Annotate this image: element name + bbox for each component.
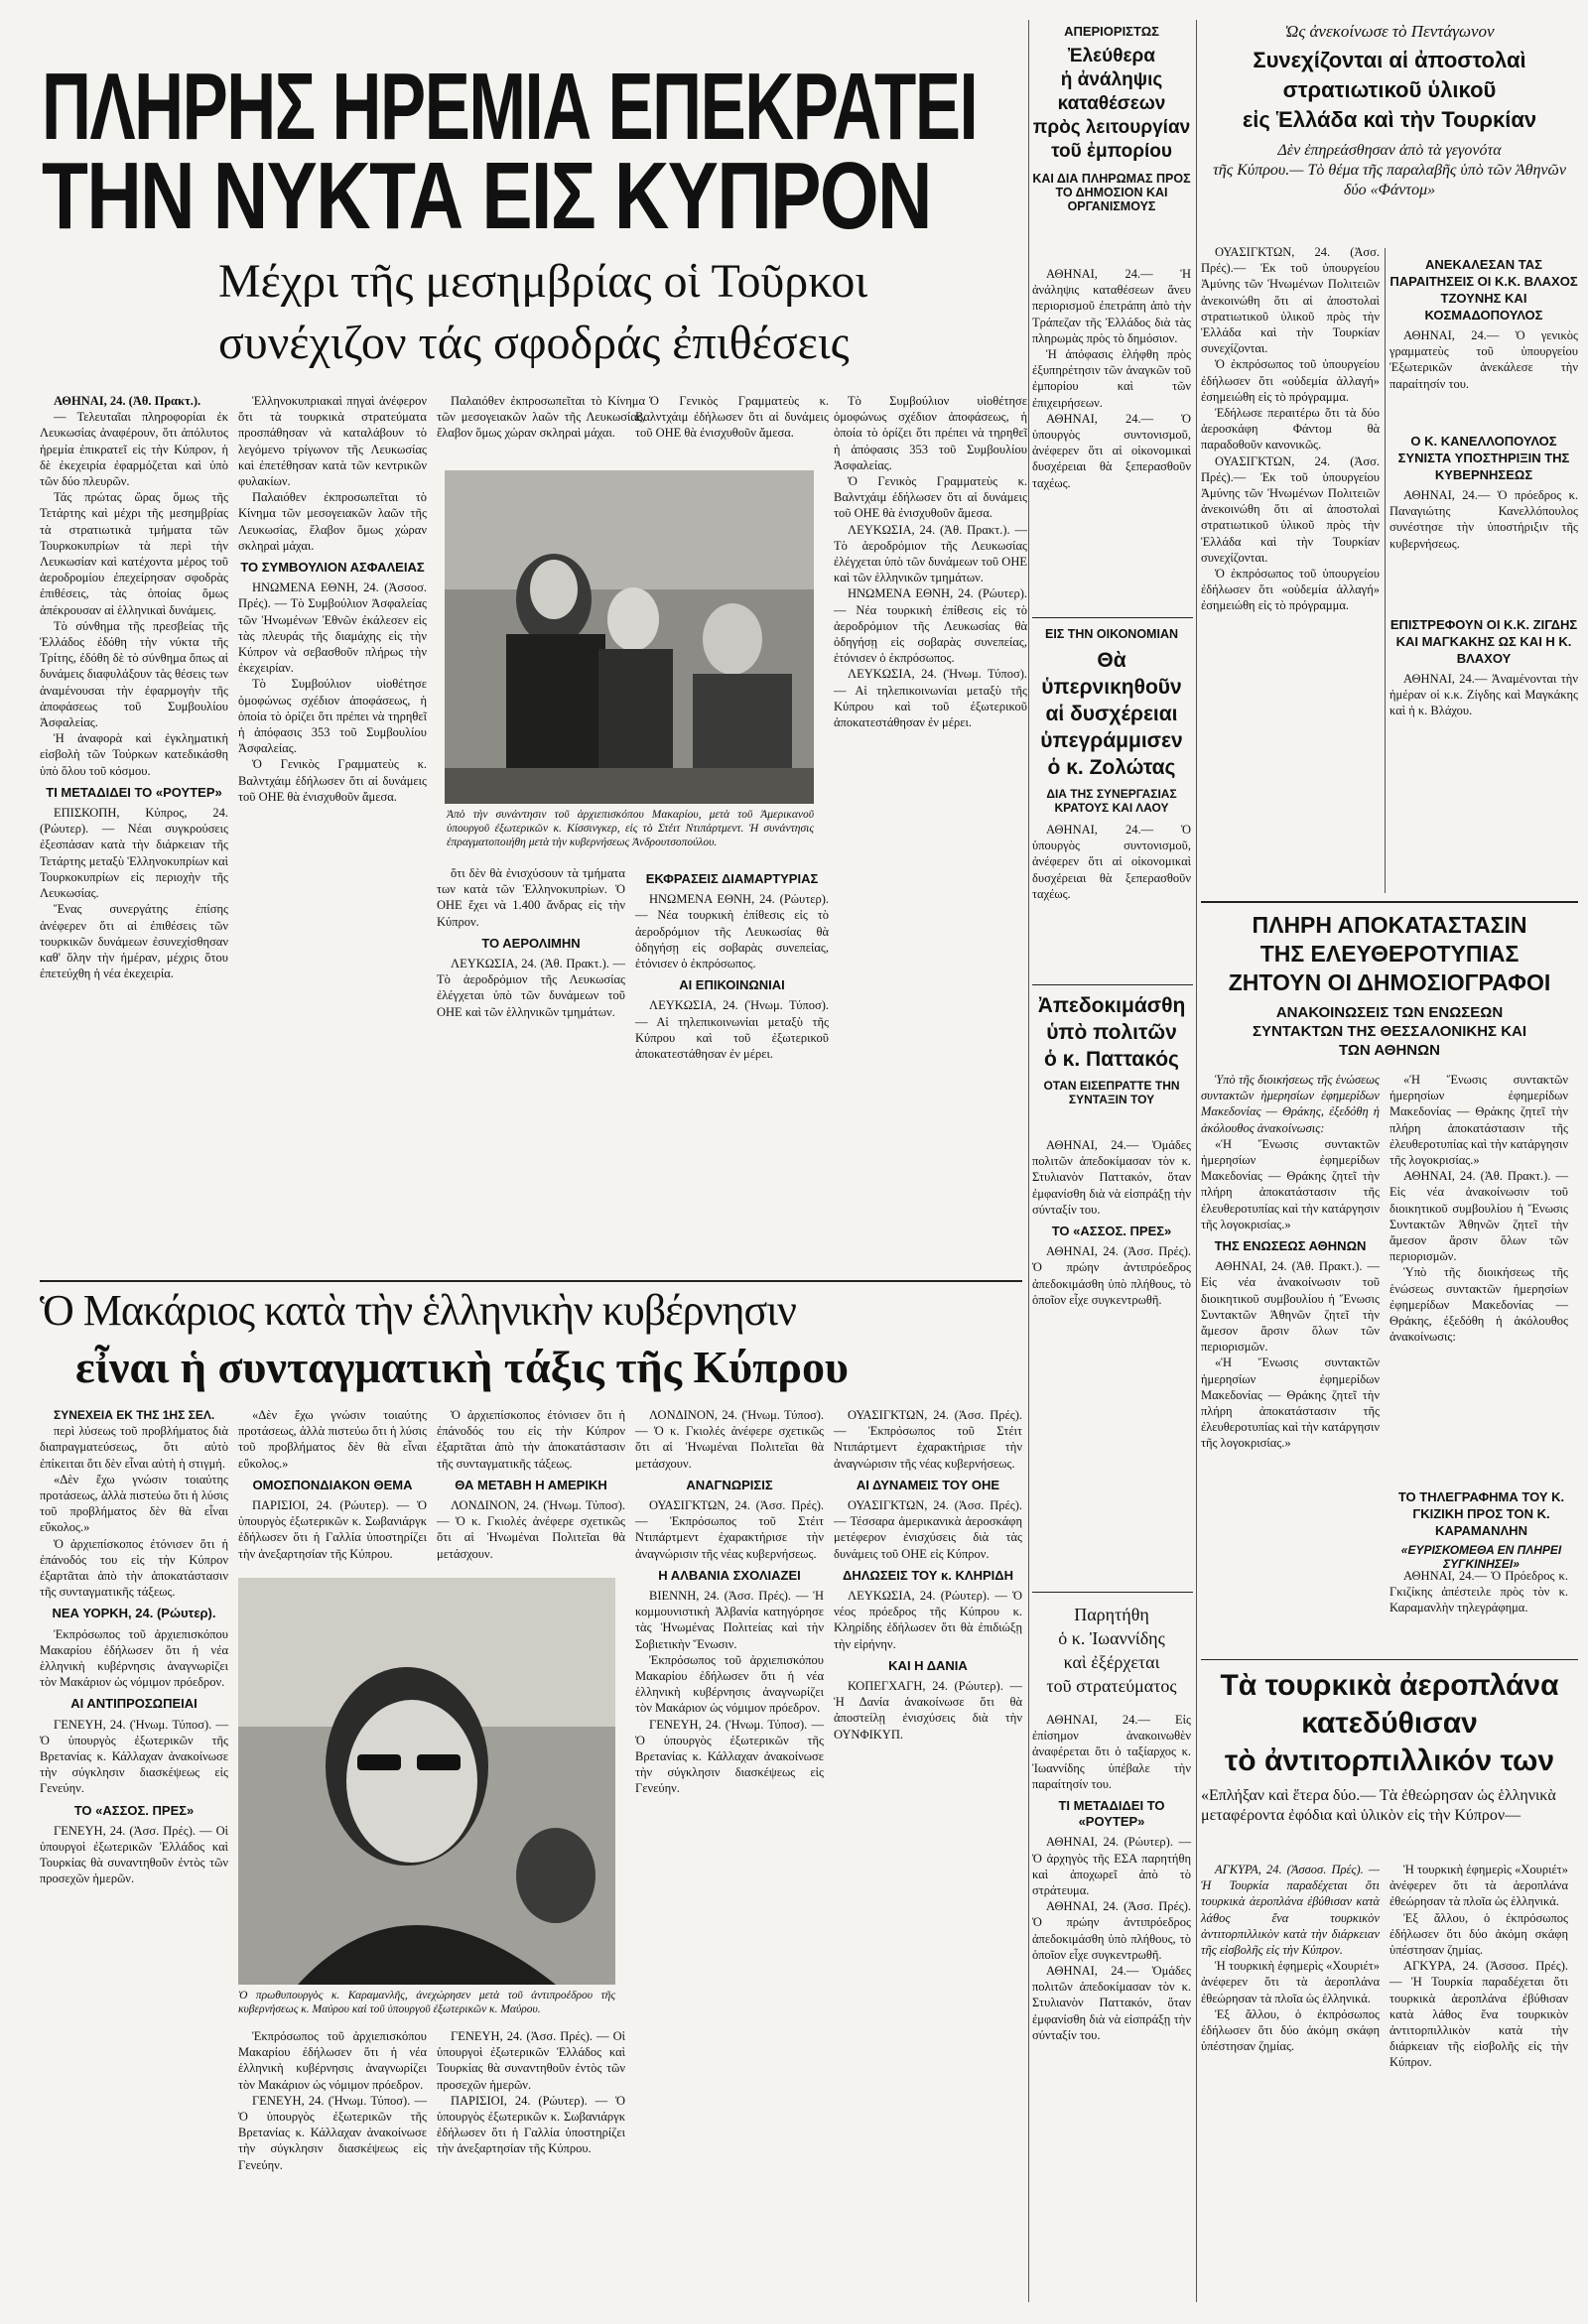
gizikis-paragraph: ΑΘΗΝΑΙ, 24.— Ὁ Πρόεδρος κ. Γκιζίκης ἀπέστειλε πρὸς τὸν κ. Καραμανλὴν τηλεγράφημα. (1390, 1569, 1568, 1615)
col4-zolotas-line: ὁ κ. Ζολώτας (1047, 756, 1176, 779)
gizikis-body (1390, 1568, 1568, 1657)
lower-paragraph: ΚΟΠΕΓΧΑΓΗ, 24. (Ρώυτερ). — Ἡ Δανία ἀνακοίνωσε ὅτι θὰ ἀποστείλῃ ἐνισχύσεις διὰ τὴν ΟΥΝΦΙΚΥΠ. (834, 1679, 1022, 1742)
center-paragraph: ΗΝΩΜΕΝΑ ΕΘΝΗ, 24. (Ἀσσοσ. Πρές). — Τὸ Συμβούλιον Ἀσφαλείας τῶν Ἡνωμένων Ἐθνῶν ἐκάλεσεν εἰς τὰς πλευράς τῆς διαμάχης εἰς τὴν Κύπρον νὰ σεβασθοῦν πλήρως τὴν ἐκεχειρίαν. (238, 581, 427, 676)
rule-planes (1201, 1659, 1578, 1660)
col4-block (1032, 24, 1191, 213)
center-article-column-e (635, 865, 829, 1276)
planes-body-a (1201, 1862, 1380, 2298)
side-headline-kanellopoulos: Ο Κ. ΚΑΝΕΛΛΟΠΟΥΛΟΣ ΣΥΝΙΣΤΑ ΥΠΟΣΤΗΡΙΞΙΝ ΤΗΣ ΚΥΒΕΡΝΗΣΕΩΣ (1397, 434, 1570, 482)
press-paragraph: Ὑπὸ τῆς διοικήσεως τῆς ἑνώσεως συντακτῶν ἡμερησίων ἐφημερίδων Μακεδονίας — Θράκης, ἐξεδόθη ἡ ἀκόλουθος ἀνακοίνωσις: (1390, 1265, 1568, 1345)
col4-subheading: ΤΟ «ΑΣΣΟΣ. ΠΡΕΣ» (1051, 1224, 1172, 1239)
center-subheading: ΤΟ ΣΥΜΒΟΥΛΙΟΝ ΑΣΦΑΛΕΙΑΣ (240, 560, 425, 576)
lower-paragraph: ΓΕΝΕΥΗ, 24. (Ἡνωμ. Τύποσ). — Ὁ ὑπουργὸς ἐξωτερικῶν τῆς Βρετανίας κ. Κάλλαχαν ἀνακοίνωσε τὴν σύγκλησιν διασκέψεως εἰς Γενεύην. (238, 2093, 427, 2172)
lower-subheading: ΟΜΟΣΠΟΝΔΙΑΚΟΝ ΘΕΜΑ (252, 1477, 413, 1492)
col4-zolotas-line: αἱ δυσχέρειαι (1045, 703, 1178, 725)
lower-column-2 (238, 1407, 427, 1561)
center-paragraph: Ὁ Γενικὸς Γραμματεὺς κ. Βαλντχάιμ ἐδήλωσεν ὅτι αἱ δυνάμεις τοῦ ΟΗΕ θὰ ἐνισχυθοῦν ἄμεσα. (238, 757, 427, 804)
planes-paragraph: Ἡ τουρκικὴ ἐφημερὶς «Χουριέτ» ἀνέφερεν ὅτι τὰ ἀεροπλάνα ἐθεώρησαν τὰ πλοῖα ὡς ἑλληνικά. (1201, 1959, 1380, 2005)
lower-paragraph: ΟΥΑΣΙΓΚΤΩΝ, 24. (Ἀσσ. Πρές). — Τέσσαρα ἀμερικανικὰ ἀεροσκάφη μετέφερον ἐνισχύσεις διὰ τὰς δυνάμεις τοῦ ΟΗΕ εἰς Κύπρον. (834, 1498, 1022, 1561)
press-block (1201, 911, 1578, 1060)
main-headline-line2: ΤΗΝ ΝΥΚΤΑ ΕΙΣ ΚΥΠΡΟΝ (42, 143, 931, 249)
lower-paragraph: περὶ λύσεως τοῦ προβλήματος διὰ διαπραγματεύσεως, ὅτι αὐτὸ ἐπίκειται ὅτι δὲν εἶναι αὐτὴ ἡ στιγμή. (40, 1424, 228, 1471)
lower-paragraph: Ἐκπρόσωπος τοῦ ἀρχιεπισκόπου Μακαρίου ἐδήλωσεν ὅτι ἡ νέα ἑλληνικὴ κυβέρνησις ἀναγνωρίζει τὸν Μακάριον ὡς νόμιμον πρόεδρον. (238, 2029, 427, 2092)
press-paragraph: «Ἡ Ἕνωσις συντακτῶν ἡμερησίων ἐφημερίδων Μακεδονίας — Θράκης ζητεῖ τὴν πλήρη ἀποκατάστασιν τῆς ἐλευθεροτυπίας καὶ τὴν κατάργησιν τῆς λογοκρισίας.» (1201, 1356, 1380, 1451)
center-paragraph: ΗΝΩΜΕΝΑ ΕΘΝΗ, 24. (Ρώυτερ). — Νέα τουρκικὴ ἐπίθεσις εἰς τὸ ἀεροδρόμιον τῆς Λευκωσίας θὰ ὀδηγήσῃ εἰς σοβαρὰς συνεπείας, ἐτόνισεν ὁ ἐκπρόσωπος. (834, 586, 1027, 666)
center-subheading-protest: ΕΚΦΡΑΣΕΙΣ ΔΙΑΜΑΡΤΥΡΙΑΣ (645, 871, 819, 886)
side-paragraph: ΑΘΗΝΑΙ, 24.— Ὁ πρόεδρος κ. Παναγιώτης Κανελλόπουλος συνέστησε τὴν ὑποστήριξιν τῆς κυβερνήσεως. (1390, 488, 1578, 551)
pentagon-block (1201, 22, 1578, 200)
lower-paragraph: Ὁ ἀρχιεπίσκοπος ἐτόνισεν ὅτι ἡ ἐπάνοδός του εἰς τὴν Κύπρον ἐξαρτᾶται ἀπὸ τὴν ἀποκατάστασιν τῆς συνταγματικῆς τάξεως. (437, 1408, 625, 1471)
pentagon-paragraph: Ὁ ἐκπρόσωπος τοῦ ὑπουργείου ἐδήλωσεν ὅτι «οὐδεμία ἀλλαγή» ἐσημειώθη εἰς τὸ πρόγραμμα. (1201, 357, 1380, 404)
pentagon-paragraph: Ἐδήλωσε περαιτέρω ὅτι τὰ δύο ἀεροσκάφη Φάντομ θὰ παραδοθοῦν κανονικῶς. (1201, 406, 1380, 452)
lower-subheading: ΘΑ ΜΕΤΑΒΗ Η ΑΜΕΡΙΚΗ (455, 1477, 607, 1492)
col4-tag: ΑΠΕΡΙΟΡΙΣΤΩΣ (1064, 24, 1159, 39)
center-paragraph: Ὁ Γενικὸς Γραμματεὺς κ. Βαλντχάιμ ἐδήλωσεν ὅτι αἱ δυνάμεις τοῦ ΟΗΕ θὰ ἐνισχυθοῦν ἄμεσα. (635, 394, 829, 441)
lower-subheading: Η ΑΛΒΑΝΙΑ ΣΧΟΛΙΑΖΕΙ (658, 1567, 801, 1583)
planes-headline-line: τὸ ἀντιτορπιλλικόν των (1224, 1744, 1555, 1777)
col4-ioannidis-line: ὁ κ. Ἰωαννίδης (1058, 1628, 1165, 1648)
lower-paragraph: «Δὲν ἔχω γνώσιν τοιαύτης προτάσεως, ἀλλὰ πιστεύω ὅτι ἡ λύσις τοῦ προβλήματος δὲν θὰ εἶναι εὔκολος.» (40, 1472, 228, 1535)
press-headline-line: ΤΗΣ ΕΛΕΥΘΕΡΟΤΥΠΙΑΣ (1259, 941, 1520, 967)
pentagon-side-column (1390, 256, 1578, 730)
side-paragraph: ΑΘΗΝΑΙ, 24.— Ἀναμένονται τὴν ἡμέραν οἱ κ.κ. Ζίγδης καὶ Μαγκάκης καὶ ἡ κ. Βλάχου. (1390, 672, 1578, 718)
side-headline-resignations: ΑΝΕΚΑΛΕΣΑΝ ΤΑΣ ΠΑΡΑΙΤΗΣΕΙΣ ΟΙ Κ.Κ. ΒΛΑΧΟΣ ΤΖΟΥΝΗΣ ΚΑΙ ΚΟΣΜΑΔΟΠΟΥΛΟΣ (1390, 257, 1578, 323)
lead-article-column (40, 393, 228, 1276)
press-headline-line: ΖΗΤΟΥΝ ΟΙ ΔΗΜΟΣΙΟΓΡΑΦΟΙ (1228, 969, 1551, 995)
pentagon-headline-line: εἰς Ἑλλάδα καὶ τὴν Τουρκίαν (1242, 107, 1537, 132)
pentagon-headline (1201, 46, 1578, 135)
col4-paragraph: ΑΘΗΝΑΙ, 24. (Ἀσσ. Πρές). Ὁ πρώην ἀντιπρόεδρος ἀπεδοκιμάσθη ὑπὸ πλήθους, τὸ ὁποῖον εἶχε συγκεντρωθῆ. (1032, 1899, 1191, 1962)
rule-press (1201, 901, 1578, 903)
lower-paragraph: ΟΥΑΣΙΓΚΤΩΝ, 24. (Ἀσσ. Πρές). — Ἐκπρόσωπος τοῦ Στέιτ Ντιπάρτμεντ ἐχαρακτήρισε τὴν ἀναγνώρισιν τῆς νέας κυβερνήσεως. (635, 1498, 824, 1561)
lower-paragraph: ΠΑΡΙΣΙΟΙ, 24. (Ρώυτερ). — Ὁ ὑπουργὸς ἐξωτερικῶν κ. Σωβανιάργκ ἐδήλωσεν ὅτι ἡ Γαλλία ὑποστηρίζει τὴν ἀνεξαρτησίαν τῆς Κύπρου. (437, 2093, 625, 2156)
lead-subheading-reuter: ΤΙ ΜΕΤΑΔΙΔΕΙ ΤΟ «ΡΟΥΤΕΡ» (46, 784, 222, 800)
col4-subheading: ΤΙ ΜΕΤΑΔΙΔΕΙ ΤΟ «ΡΟΥΤΕΡ» (1058, 1798, 1165, 1830)
col4-paragraph: ΑΘΗΝΑΙ, 24. (Ἀσσ. Πρές). Ὁ πρώην ἀντιπρόεδρος ἀπεδοκιμάσθη ὑπὸ πλήθους, τὸ ὁποῖον εἶχε συγκεντρωθῆ. (1032, 1244, 1191, 1307)
col4-ioannidis-headline (1032, 1603, 1191, 1698)
pentagon-deck-line: τῆς Κύπρου.— Τὸ θέμα τῆς παραλαβῆς ὑπὸ τῶν Ἀθηνῶν δύο «Φάντομ» (1213, 162, 1566, 198)
lower-column-4 (635, 1407, 824, 2300)
lead-paragraph: Ἡ ἀναφορὰ καὶ ἐγκληματικὴ εἰσβολὴ τῶν Τούρκων κατεδικάσθη ὑπὸ ὅλου τοῦ κόσμου. (40, 731, 228, 778)
col4-zolotas-line: ὑπεγράμμισεν (1040, 729, 1183, 752)
center-paragraph: Τὸ Συμβούλιον υἱοθέτησε ὁμοφώνως σχέδιον ἀποφάσεως, ἡ ὁποία τὸ ὁρίζει ὅτι πρέπει νὰ τηρηθεῖ ἡ ἀπόφασις 353 τοῦ Συμβουλίου Ἀσφαλείας. (238, 677, 427, 756)
col4-body-b (1032, 822, 1191, 980)
col4-body-a (1032, 266, 1191, 613)
lower-subheading: ΝΕΑ ΥΟΡΚΗ, 24. (Ρώυτερ). (52, 1606, 216, 1621)
planes-paragraph: ΑΓΚΥΡΑ, 24. (Ἀσσοσ. Πρές). — Ἡ Τουρκία παραδέχεται ὅτι τουρκικὰ ἀεροπλάνα ἐβύθισαν κατὰ λάθος ἕνα τουρκικὸν ἀντιτορπιλλικὸν κατὰ τὴν διάρκειαν τῆς εἰσβολῆς εἰς τὴν Κύπρον. (1201, 1863, 1380, 1958)
col4-deck: ΚΑΙ ΔΙΑ ΠΛΗΡΩΜΑΣ ΠΡΟΣ ΤΟ ΔΗΜΟΣΙΟΝ ΚΑΙ ΟΡΓΑΝΙΣΜΟΥΣ (1032, 172, 1191, 213)
lead-dateline: ΑΘΗΝΑΙ, 24. (Ἀθ. Πρακτ.). (54, 394, 201, 408)
planes-paragraph: Ἐξ ἄλλου, ὁ ἐκπρόσωπος ἐδήλωσεν ὅτι δύο ἀκόμη σκάφη ὑπέστησαν ζημίας. (1390, 1910, 1568, 1958)
col4-headline-line: τοῦ ἐμπορίου (1051, 141, 1172, 162)
planes-deck: «Επλήξαν καὶ ἕτερα δύο.— Τὰ ἐθεώρησαν ὡς ἑλληνικὰ μεταφέροντα ἐφόδια καὶ ὑλικὸν εἰς τὴν Κύπρον— (1201, 1787, 1556, 1824)
side-body (1390, 327, 1578, 423)
col4-headline-line: καταθέσεων (1057, 93, 1166, 114)
col4-body-d (1032, 1712, 1191, 2297)
press-paragraph: ΑΘΗΝΑΙ, 24. (Ἀθ. Πρακτ.). — Εἰς νέα ἀνακοίνωσιν τοῦ διοικητικοῦ συμβουλίου ἡ Ἕνωσις Συντακτῶν Ἀθηνῶν ζητεῖ τὴν ἄμεσον ἄρσιν ὅλων τῶν περιορισμῶν. (1201, 1259, 1380, 1355)
col4-pattakos-line: ὁ κ. Παττακός (1044, 1048, 1179, 1071)
side-paragraph: ΑΘΗΝΑΙ, 24.— Ὁ γενικὸς γραμματεὺς τοῦ ὑπουργείου Ἐξωτερικῶν ἀνεκάλεσε τὴν παραίτησίν του. (1390, 328, 1578, 391)
center-paragraph: ΗΝΩΜΕΝΑ ΕΘΝΗ, 24. (Ρώυτερ). — Νέα τουρκικὴ ἐπίθεσις εἰς τὸ ἀεροδρόμιον τῆς Λευκωσίας θὰ ὀδηγήσῃ εἰς σοβαρὰς συνεπείας, ἐτόνισεν ὁ ἐκπρόσωπος. (635, 892, 829, 971)
col4-pattakos-line: ὑπὸ πολιτῶν (1046, 1021, 1177, 1044)
col4-paragraph: ΑΘΗΝΑΙ, 24. (Ρώυτερ). — Ὁ ἀρχηγὸς τῆς ΕΣΑ παρητήθη καὶ ἀποχωρεῖ ἀπὸ τὸ στράτευμα. (1032, 1835, 1191, 1898)
planes-paragraph: Ἐξ ἄλλου, ὁ ἐκπρόσωπος ἐδήλωσεν ὅτι δύο ἀκόμη σκάφη ὑπέστησαν ζημίας. (1201, 2006, 1380, 2054)
press-paragraph: ΑΘΗΝΑΙ, 24. (Ἀθ. Πρακτ.). — Εἰς νέα ἀνακοίνωσιν τοῦ διοικητικοῦ συμβουλίου ἡ Ἕνωσις Συντακτῶν Ἀθηνῶν ζητεῖ τὴν ἄμεσον ἄρσιν ὅλων τῶν περιορισμῶν. (1390, 1169, 1568, 1264)
continuation-note: ΣΥΝΕΧΕΙΑ ΕΚ ΤΗΣ 1ΗΣ ΣΕΛ. (54, 1408, 215, 1422)
center-paragraph: ΛΕΥΚΩΣΙΑ, 24. (Ἡνωμ. Τύποσ). — Αἱ τηλεπικοινωνίαι μεταξὺ τῆς Κύπρου καὶ τοῦ ἐξωτερικοῦ ἀποκατεστάθησαν ἐν μέρει. (834, 667, 1027, 730)
press-deck: ΑΝΑΚΟΙΝΩΣΕΙΣ ΤΩΝ ΕΝΩΣΕΩΝ ΣΥΝΤΑΚΤΩΝ ΤΗΣ ΘΕΣΣΑΛΟΝΙΚΗΣ ΚΑΙ ΤΩΝ ΑΘΗΝΩΝ (1252, 1004, 1527, 1059)
gizikis-quote: «ΕΥΡΙΣΚΟΜΕΘΑ ΕΝ ΠΛΗΡΕΙ ΣΥΓΚΙΝΗΣΕΙ» (1400, 1543, 1562, 1571)
lower-column-3b (437, 2028, 625, 2296)
pentagon-deck (1201, 141, 1578, 200)
col4-zolotas-line: Θὰ ὑπερνικηθοῦν (1041, 649, 1182, 699)
col4-headline (1032, 45, 1191, 164)
col4-headline-line: πρὸς λειτουργίαν (1032, 117, 1191, 138)
planes-headline-line: Τὰ τουρκικὰ ἀεροπλάνα (1220, 1669, 1559, 1702)
col4-paragraph: Ἡ ἀπόφασις ἐλήφθη πρὸς ἐξυπηρέτησιν τῶν ἀναγκῶν τοῦ ἐμπορίου καὶ τῶν ἐπιχειρήσεων. (1032, 347, 1191, 410)
lower-column-2b (238, 2028, 427, 2296)
lower-paragraph: Ἐκπρόσωπος τοῦ ἀρχιεπισκόπου Μακαρίου ἐδήλωσεν ὅτι ἡ νέα ἑλληνικὴ κυβέρνησις ἀναγνωρίζει τὸν Μακάριον ὡς νόμιμον πρόεδρον. (635, 1652, 824, 1716)
center-article-column-a (238, 393, 427, 1276)
lower-paragraph: ΛΕΥΚΩΣΙΑ, 24. (Ρώυτερ). — Ὁ νέος πρόεδρος τῆς Κύπρου κ. Κληρίδης ἐδήλωσεν ὅτι θὰ ἐπιδιώξῃ τὴν εἰρήνην. (834, 1589, 1022, 1651)
planes-headline-line: κατεδύθισαν (1301, 1707, 1478, 1740)
lower-subheading: ΚΑΙ Η ΔΑΝΙΑ (888, 1657, 968, 1673)
gizikis-headline: ΤΟ ΤΗΛΕΓΡΑΦΗΜΑ ΤΟΥ Κ. ΓΚΙΖΙΚΗ ΠΡΟΣ ΤΟΝ Κ. ΚΑΡΑΜΑΝΛΗΝ (1397, 1489, 1565, 1538)
rule-lower (40, 1280, 1022, 1282)
col4-ioannidis-line: καὶ ἐξέρχεται (1063, 1652, 1160, 1672)
col4-zolotas-tag: ΕΙΣ ΤΗΝ ΟΙΚΟΝΟΜΙΑΝ (1044, 627, 1178, 641)
lower-paragraph: ΛΟΝΔΙΝΟΝ, 24. (Ἡνωμ. Τύποσ). — Ὁ κ. Γκιολές ἀνέφερε σχετικῶς ὅτι αἱ Ἡνωμέναι Πολιτεῖαι θὰ μετάσχουν. (635, 1408, 824, 1471)
planes-paragraph: Ἡ τουρκικὴ ἐφημερὶς «Χουριέτ» ἀνέφερεν ὅτι τὰ ἀεροπλάνα ἐθεώρησαν τὰ πλοῖα ὡς ἑλληνικά. (1390, 1863, 1568, 1909)
column-rule (1196, 20, 1197, 2302)
col4-headline-line: Ἐλεύθερα (1068, 46, 1155, 66)
col4-paragraph: ΑΘΗΝΑΙ, 24.— Εἰς ἐπίσημον ἀνακοινωθὲν ἀναφέρεται ὅτι ὁ ταξίαρχος κ. Ἰωαννίδης ὑπέβαλε τὴν παραίτησίν του. (1032, 1713, 1191, 1791)
pentagon-body (1201, 244, 1380, 889)
lead-paragraph: Ἕνας συνεργάτης ἐπίσης ἀνέφερεν ὅτι αἱ ἐπιθέσεις τῶν τουρκικῶν δυνάμεων ἐσυνεχίσθησαν καθ' ὅλην τὴν ἡμέραν, μέχρις ὅτου ἐπετεύχθη ἡ νέα ἐκεχειρία. (40, 902, 228, 981)
lower-paragraph: ΒΙΕΝΝΗ, 24. (Ἀσσ. Πρές). — Ἡ κομμουνιστικὴ Ἀλβανία κατηγόρησε τὰς Ἡνωμένας Πολιτείας καὶ τὴν Σοβιετικὴν Ἕνωσιν. (635, 1589, 824, 1651)
lower-paragraph: Ἐκπρόσωπος τοῦ ἀρχιεπισκόπου Μακαρίου ἐδήλωσεν ὅτι ἡ νέα ἑλληνικὴ κυβέρνησις ἀναγνωρίζει τὸν Μακάριον ὡς νόμιμον πρόεδρον. (40, 1626, 228, 1690)
photo-karamanlis (238, 1578, 615, 1985)
lower-column-1 (40, 1407, 228, 2300)
pentagon-paragraph: ΟΥΑΣΙΓΚΤΩΝ, 24. (Ἀσσ. Πρές).— Ἐκ τοῦ ὑπουργείου Ἀμύνης τῶν Ἡνωμένων Πολιτειῶν ἀνεκοινώθη ὅτι αἱ ἀποστολαὶ στρατιωτικοῦ ὑλικοῦ πρὸς τὴν Ἑλλάδα καὶ τὴν Τουρκίαν συνεχίζονται. (1201, 453, 1380, 565)
pentagon-tag: Ὡς ἀνεκοίνωσε τὸ Πεντάγωνον (1284, 22, 1495, 41)
planes-block (1201, 1667, 1578, 1826)
press-headline-line: ΠΛΗΡΗ ΑΠΟΚΑΤΑΣΤΑΣΙΝ (1252, 912, 1527, 938)
press-paragraph: «Ἡ Ἕνωσις συντακτῶν ἡμερησίων ἐφημερίδων Μακεδονίας — Θράκης ζητεῖ τὴν πλήρη ἀποκατάστασιν τῆς ἐλευθεροτυπίας καὶ τὴν κατάργησιν τῆς λογοκρισίας.» (1390, 1073, 1568, 1168)
lower-paragraph: ΟΥΑΣΙΓΚΤΩΝ, 24. (Ἀσσ. Πρές). — Ἐκπρόσωπος τοῦ Στέιτ Ντιπάρτμεντ ἐχαρακτήρισε τὴν ἀναγνώρισιν τῆς νέας κυβερνήσεως. (834, 1408, 1022, 1471)
planes-paragraph: ΑΓΚΥΡΑ, 24. (Ἀσσοσ. Πρές). — Ἡ Τουρκία παραδέχεται ὅτι τουρκικὰ ἀεροπλάνα ἐβύθισαν κατὰ λάθος ἕνα τουρκικὸν ἀντιτορπιλλικὸν κατὰ τὴν διάρκειαν τῆς εἰσβολῆς εἰς τὴν Κύπρον. (1390, 1959, 1568, 2070)
col4-pattakos-headline (1032, 992, 1191, 1073)
center-article-column-d (635, 393, 829, 468)
pentagon-headline-line: Συνεχίζονται αἱ ἀποστολαὶ (1253, 48, 1526, 72)
main-subheadline-line2: συνέχιζον τάς σφοδράς ἐπιθέσεις (218, 317, 850, 369)
side-body (1390, 671, 1578, 730)
press-body-a (1201, 1072, 1380, 1637)
press-headline (1201, 911, 1578, 997)
lower-paragraph: ΠΑΡΙΣΙΟΙ, 24. (Ρώυτερ). — Ὁ ὑπουργὸς ἐξωτερικῶν κ. Σωβανιάργκ ἐδήλωσεν ὅτι ἡ Γαλλία ὑποστηρίζει τὴν ἀνεξαρτησίαν τῆς Κύπρου. (238, 1498, 427, 1561)
center-paragraph: ΛΕΥΚΩΣΙΑ, 24. (Ἀθ. Πρακτ.). — Τὸ ἀεροδρόμιον τῆς Λευκωσίας ἐλέγχεται ὑπὸ τῶν δυνάμεων τοῦ ΟΗΕ καὶ τῶν ἑλληνικῶν τμημάτων. (834, 522, 1027, 585)
col4-zolotas-block (1032, 627, 1191, 815)
pentagon-deck-line: Δὲν ἐπηρεάσθησαν ἀπὸ τὰ γεγονότα (1277, 142, 1502, 159)
col4-body-c (1032, 1137, 1191, 1584)
lower-column-5 (834, 1407, 1022, 2300)
col4-paragraph: ΑΘΗΝΑΙ, 24.— Ἡ ἀνάληψις καταθέσεων ἄνευ περιορισμοῦ ἐπετράπη ἀπὸ τὴν Τράπεζαν τῆς Ἑλλάδος διὰ τὰς πληρωμὰς πρὸς τὸ δημόσιον. (1032, 267, 1191, 345)
col4-pattakos-block (1032, 992, 1191, 1106)
lead-paragraph: ΕΠΙΣΚΟΠΗ, Κύπρος, 24. (Ρώυτερ). — Νέαι συγκρούσεις ἐξεσπάσαν κατὰ τὴν διάρκειαν τῆς Τετάρτης μεταξὺ Ἑλληνοκυπρίων καὶ Τουρκοκυπρίων εἰς περιοχὴν τῆς Λευκωσίας. (40, 806, 228, 901)
col4-pattakos-deck: ΟΤΑΝ ΕΙΣΕΠΡΑΤΤΕ ΤΗΝ ΣΥΝΤΑΞΙΝ ΤΟΥ (1043, 1079, 1180, 1106)
rule-col4 (1032, 1592, 1193, 1593)
lower-subheading: ΑΙ ΑΝΤΙΠΡΟΣΩΠΕΙΑΙ (70, 1696, 198, 1712)
col4-pattakos-line: Ἀπεδοκιμάσθη (1037, 994, 1186, 1017)
side-headline-return: ΕΠΙΣΤΡΕΦΟΥΝ ΟΙ Κ.Κ. ΖΙΓΔΗΣ ΚΑΙ ΜΑΓΚΑΚΗΣ ΩΣ ΚΑΙ Η Κ. ΒΛΑΧΟΥ (1390, 617, 1578, 666)
lower-subheading: ΑΝΑΓΝΩΡΙΣΙΣ (686, 1477, 773, 1492)
pentagon-headline-line: στρατιωτικοῦ ὑλικοῦ (1282, 77, 1497, 102)
rule-col4 (1032, 984, 1193, 985)
press-paragraph: «Ἡ Ἕνωσις συντακτῶν ἡμερησίων ἐφημερίδων Μακεδονίας — Θράκης ζητεῖ τὴν πλήρη ἀποκατάστασιν τῆς ἐλευθεροτυπίας καὶ τὴν κατάργησιν τῆς λογοκρισίας.» (1201, 1136, 1380, 1231)
lead-paragraph: Τάς πρώτας ὥρας ὅμως τῆς Τετάρτης καὶ μέχρι τῆς μεσημβρίας τὰ στρατιωτικὰ τμήματα τῶν Τουρκοκυπρίων τὰ περὶ τὴν Λευκωσίαν καὶ κατέχοντα μέρος τοῦ ἀεροδρομίου ἐπεχείρησαν σφοδρὰς ἐπιθέσεις, τὰς ὁποίας ὅμως ἀπέκρουσαν αἱ ἑλληνικαὶ δυνάμεις. (40, 490, 228, 617)
pentagon-paragraph: Ὁ ἐκπρόσωπος τοῦ ὑπουργείου ἐδήλωσεν ὅτι «οὐδεμία ἀλλαγή» ἐσημειώθη εἰς τὸ πρόγραμμα. (1201, 567, 1380, 613)
col4-paragraph: ΑΘΗΝΑΙ, 24.— Ὁ ὑπουργὸς συντονισμοῦ, ἀνέφερεν ὅτι αἱ οἰκονομικαὶ δυσχέρειαι θὰ ξεπερασθοῦν ταχέως. (1032, 823, 1191, 901)
center-paragraph: Τὸ Συμβούλιον υἱοθέτησε ὁμοφώνως σχέδιον ἀποφάσεως, ἡ ὁποία τὸ ὁρίζει ὅτι πρέπει νὰ τηρηθεῖ ἡ ἀπόφασις 353 τοῦ Συμβουλίου Ἀσφαλείας. (834, 394, 1027, 472)
lower-subheading: ΔΗΛΩΣΕΙΣ ΤΟΥ κ. ΚΛΗΡΙΔΗ (843, 1567, 1013, 1583)
col4-ioannidis-line: τοῦ στρατεύματος (1046, 1676, 1177, 1696)
lower-paragraph: ΛΟΝΔΙΝΟΝ, 24. (Ἡνωμ. Τύποσ). — Ὁ κ. Γκιολές ἀνέφερε σχετικῶς ὅτι αἱ Ἡνωμέναι Πολιτεῖαι θὰ μετάσχουν. (437, 1498, 625, 1561)
center-paragraph: ὅτι δὲν θὰ ἐνισχύσουν τὰ τμήματα των κατὰ τῶν Ἑλληνοκυπρίων. Ὁ ΟΗΕ ἔχει νὰ 1.400 ἄνδρας εἰς τὴν Κύπρον. (437, 866, 625, 929)
center-paragraph: Παλαιόθεν ἐκπροσωπεῖται τὸ Κίνημα τῶν μεσογειακῶν λαῶν τῆς Λευκωσίας, ἔλαβον ὅμως χώραν σκληραὶ μάχαι. (238, 490, 427, 553)
col4-zolotas-deck: ΔΙΑ ΤΗΣ ΣΥΝΕΡΓΑΣΙΑΣ ΚΡΑΤΟΥΣ ΚΑΙ ΛΑΟΥ (1046, 787, 1177, 815)
photo-caption-karamanlis: Ὁ πρωθυπουργὸς κ. Καραμανλῆς, ἀνεχώρησεν μετὰ τοῦ ἀντιπροέδρου τῆς κυβερνήσεως κ. Μαύρου καὶ τοῦ ὑπουργοῦ ἐξωτερικῶν κ. Μαύρου. (238, 1990, 615, 2015)
press-subheading: ΤΗΣ ΕΝΩΣΕΩΣ ΑΘΗΝΩΝ (1214, 1238, 1367, 1254)
photo-makarios-kissinger-image (445, 470, 814, 804)
press-body-b (1390, 1072, 1568, 1479)
col4-headline-line: ἡ ἀνάληψις (1060, 69, 1163, 90)
lower-subheading: ΤΟ «ΑΣΣΟΣ. ΠΡΕΣ» (73, 1802, 195, 1818)
column-rule (1028, 20, 1029, 2302)
lead-paragraph: — Τελευταῖαι πληροφορίαι ἐκ Λευκωσίας ἀναφέρουν, ὅτι ἀπόλυτος ἠρεμία ἐπικρατεῖ εἰς τὴν Κύπρον, ἡ δὲ ἐκεχειρία ἐφαρμόζεται καὶ ὑπὸ τῶν δύο πλευρῶν. (40, 410, 228, 489)
photo-makarios-kissinger (445, 470, 814, 804)
lower-paragraph: Ὁ ἀρχιεπίσκοπος ἐτόνισεν ὅτι ἡ ἐπάνοδός του εἰς τὴν Κύπρον ἐξαρτᾶται ἀπὸ τὴν ἀποκατάστασιν τῆς συνταγματικῆς τάξεως. (40, 1536, 228, 1600)
lower-paragraph: ΓΕΝΕΥΗ, 24. (Ἡνωμ. Τύποσ). — Ὁ ὑπουργὸς ἐξωτερικῶν τῆς Βρετανίας κ. Κάλλαχαν ἀνακοίνωσε τὴν σύγκλησιν διασκέψεως εἰς Γενεύην. (40, 1717, 228, 1796)
lower-paragraph: «Δὲν ἔχω γνώσιν τοιαύτης προτάσεως, ἀλλὰ πιστεύω ὅτι ἡ λύσις τοῦ προβλήματος δὲν θὰ εἶναι εὔκολος.» (238, 1408, 427, 1471)
gizikis-block (1390, 1488, 1573, 1571)
center-article-column-f (834, 393, 1027, 1276)
lower-headline-line1: Ὁ Μακάριος κατὰ τὴν ἑλληνικὴν κυβέρνησιν (40, 1286, 796, 1335)
col4-paragraph: ΑΘΗΝΑΙ, 24.— Ὁμάδες πολιτῶν ἀπεδοκίμασαν τὸν κ. Στυλιανὸν Παττακόν, ὅταν ἐμφανίσθη διὰ νὰ εἰσπράξῃ τὴν σύνταξίν του. (1032, 1138, 1191, 1217)
column-rule (1385, 248, 1386, 893)
rule-col4 (1032, 617, 1193, 618)
photo-karamanlis-image (238, 1578, 615, 1985)
center-paragraph: ΛΕΥΚΩΣΙΑ, 24. (Ἀθ. Πρακτ.). — Τὸ ἀεροδρόμιον τῆς Λευκωσίας ἐλέγχεται ὑπὸ τῶν δυνάμεων τοῦ ΟΗΕ καὶ τῶν ἑλληνικῶν τμημάτων. (437, 957, 625, 1019)
center-paragraph: Ἑλληνοκυπριακαὶ πηγαὶ ἀνέφερον ὅτι τὰ τουρκικὰ στρατεύματα προσπάθησαν νὰ καταλάβουν τὸ λεγόμενο τρίγωνον τῆς Λευκωσίας καὶ ἐπετέθησαν κατὰ τῶν κεντρικῶν φυλακίων. (238, 394, 427, 489)
lead-paragraph: Τὸ σύνθημα τῆς πρεσβείας τῆς Ἑλλάδος ἐδόθη τὴν νύκτα τῆς Τρίτης, ἐδόθη δὲ τὸ σύνθημα ὅπως αἱ δυνάμεις διαφυλάξουν τὰς θέσεις των ἀναμένουσαι τὴν ἐφαρμογὴν τῆς ἀποφάσεως τοῦ Συμβουλίου Ἀσφαλείας. (40, 618, 228, 730)
lower-paragraph: ΓΕΝΕΥΗ, 24. (Ἀσσ. Πρές). — Οἱ ὑπουργοὶ ἐξωτερικῶν Ἑλλάδος καὶ Τουρκίας θὰ συναντηθοῦν ἐντὸς τῶν προσεχῶν ἡμερῶν. (40, 1823, 228, 1886)
press-paragraph: Ὑπὸ τῆς διοικήσεως τῆς ἑνώσεως συντακτῶν ἡμερησίων ἐφημερίδων Μακεδονίας — Θράκης, ἐξεδόθη ἡ ἀκόλουθος ἀνακοίνωσις: (1201, 1073, 1380, 1135)
photo-caption-makarios: Ἀπὸ τὴν συνάντησιν τοῦ ἀρχιεπισκόπου Μακαρίου, μετὰ τοῦ Ἀμερικανοῦ ὑπουργοῦ ἐξωτερικῶν κ. Κίσσινγκερ, εἰς τὸ Στέιτ Ντιπάρτμεντ. Ἡ συνάντησις ἐπραγματοποιήθη μετὰ τὴν κυβερνήσεως Ἀνδρουτσοπούλου. (447, 809, 814, 848)
pentagon-paragraph: ΟΥΑΣΙΓΚΤΩΝ, 24. (Ἀσσ. Πρές).— Ἐκ τοῦ ὑπουργείου Ἀμύνης τῶν Ἡνωμένων Πολιτειῶν ἀνεκοινώθη ὅτι αἱ ἀποστολαὶ στρατιωτικοῦ ὑλικοῦ πρὸς τὴν Ἑλλάδα καὶ τὴν Τουρκίαν συνεχίζονται. (1201, 245, 1380, 356)
center-paragraph: Παλαιόθεν ἐκπροσωπεῖται τὸ Κίνημα τῶν μεσογειακῶν λαῶν τῆς Λευκωσίας, ἔλαβον ὅμως χώραν σκληραὶ μάχαι. (437, 394, 645, 441)
lower-subheading: ΑΙ ΔΥΝΑΜΕΙΣ ΤΟΥ ΟΗΕ (856, 1477, 1000, 1492)
main-headline-line1: ΠΛΗΡΗΣ ΗΡΕΜΙΑ ΕΠΕΚΡΑΤΕΙ (42, 54, 978, 160)
center-article-column-c (437, 865, 625, 1276)
col4-paragraph: ΑΘΗΝΑΙ, 24.— Ὁ ὑπουργὸς συντονισμοῦ, ἀνέφερεν ὅτι αἱ οἰκονομικαὶ δυσχέρειαι θὰ ξεπερασθοῦν ταχέως. (1032, 411, 1191, 490)
lower-column-3 (437, 1407, 625, 1576)
lower-paragraph: ΓΕΝΕΥΗ, 24. (Ἡνωμ. Τύποσ). — Ὁ ὑπουργὸς ἐξωτερικῶν τῆς Βρετανίας κ. Κάλλαχαν ἀνακοίνωσε τὴν σύγκλησιν διασκέψεως εἰς Γενεύην. (635, 1717, 824, 1796)
side-body (1390, 487, 1578, 606)
center-paragraph: Ὁ Γενικὸς Γραμματεὺς κ. Βαλντχάιμ ἐδήλωσεν ὅτι αἱ δυνάμεις τοῦ ΟΗΕ θὰ ἐνισχυθοῦν ἄμεσα. (834, 474, 1027, 521)
planes-body-b (1390, 1862, 1568, 2298)
center-subheading-comms: ΑΙ ΕΠΙΚΟΙΝΩΝΙΑΙ (679, 977, 785, 993)
planes-headline (1201, 1667, 1578, 1780)
lower-headline-line2: εἶναι ἡ συνταγματικὴ τάξις τῆς Κύπρου (75, 1342, 849, 1392)
main-subheadline-line1: Μέχρι τῆς μεσημβρίας οἱ Τοῦρκοι (218, 255, 868, 308)
col4-paragraph: ΑΘΗΝΑΙ, 24.— Ὁμάδες πολιτῶν ἀπεδοκίμασαν τὸν κ. Στυλιανὸν Παττακόν, ὅταν ἐμφανίσθη διὰ νὰ εἰσπράξῃ τὴν σύνταξίν του. (1032, 1964, 1191, 2042)
col4-ioannidis-line: Παρητήθη (1074, 1605, 1149, 1624)
col4-zolotas-headline (1032, 647, 1191, 781)
lower-paragraph: ΓΕΝΕΥΗ, 24. (Ἀσσ. Πρές). — Οἱ ὑπουργοὶ ἐξωτερικῶν Ἑλλάδος καὶ Τουρκίας θὰ συναντηθοῦν ἐντὸς τῶν προσεχῶν ἡμερῶν. (437, 2029, 625, 2092)
center-subheading-airport: ΤΟ ΑΕΡΟΛΙΜΗΝ (481, 935, 581, 951)
center-paragraph: ΛΕΥΚΩΣΙΑ, 24. (Ἡνωμ. Τύποσ). — Αἱ τηλεπικοινωνίαι μεταξὺ τῆς Κύπρου καὶ τοῦ ἐξωτερικοῦ ἀποκατεστάθησαν ἐν μέρει. (635, 998, 829, 1062)
col4-ioannidis-block (1032, 1603, 1191, 1698)
